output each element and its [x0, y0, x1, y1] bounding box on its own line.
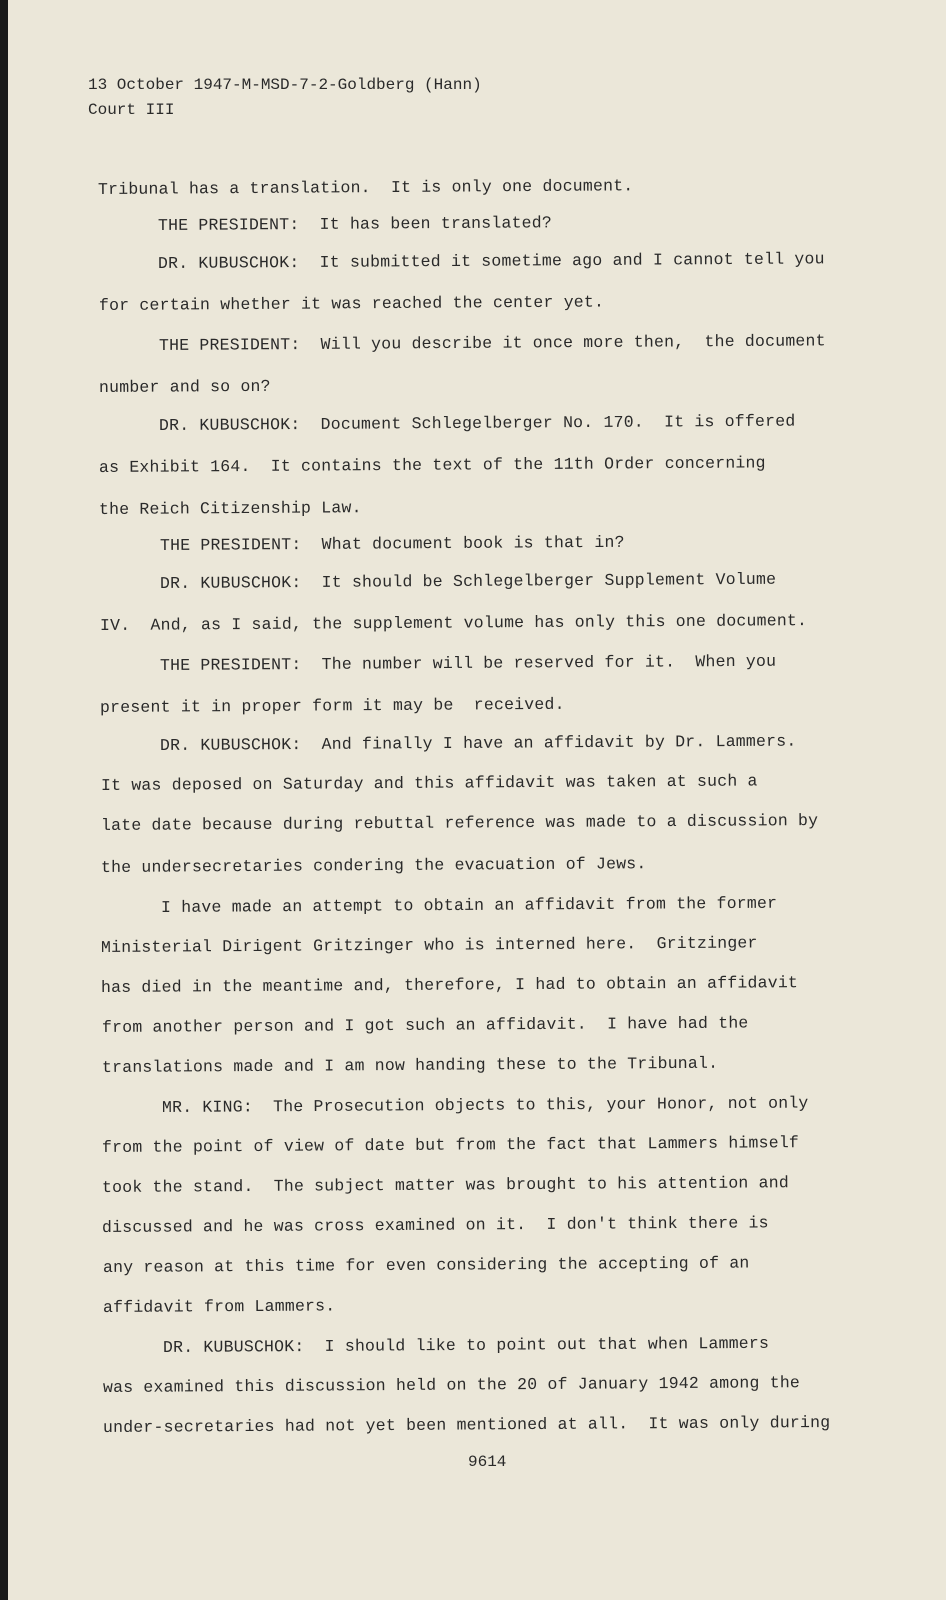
transcript-line: from another person and I got such an affidavit. I have had the [101, 1013, 749, 1037]
binding-edge [0, 0, 8, 1600]
transcript-line: I have made an attempt to obtain an affidavit from the former [160, 893, 778, 917]
transcript-line: any reason at this time for even considering the accepting of an [102, 1253, 750, 1277]
transcript-line: DR. KUBUSCHOK: Document Schlegelberger No. 170. It is offered [158, 411, 796, 435]
transcript-line: was examined this discussion held on the 20 of January 1942 among the [102, 1373, 801, 1397]
transcript-line: THE PRESIDENT: The number will be reserved for it. When you [159, 651, 777, 675]
transcript-line: late date because during rebuttal reference was made to a discussion by [100, 810, 818, 835]
header-court: Court III [88, 101, 175, 119]
transcript-line: THE PRESIDENT: What document book is that in? [159, 532, 625, 555]
transcript-line: number and so on? [98, 376, 271, 397]
transcript-line: the Reich Citizenship Law. [99, 498, 363, 519]
transcript-line: has died in the meantime and, therefore, I had to obtain an affidavit [101, 973, 799, 997]
transcript-line: DR. KUBUSCHOK: It should be Schlegelberger Supplement Volume [159, 569, 776, 593]
transcript-line: THE PRESIDENT: It has been translated? [158, 213, 553, 235]
transcript-line: DR. KUBUSCHOK: It submitted it sometime ago and I cannot tell you [158, 249, 826, 273]
page-number: 9614 [468, 1453, 507, 1471]
transcript-line: as Exhibit 164. It contains the text of the 11th Order concerning [99, 453, 766, 477]
transcript-line: for certain whether it was reached the center yet. [98, 292, 604, 315]
transcript-line: DR. KUBUSCHOK: I should like to point out that when Lammers [162, 1333, 769, 1357]
transcript-line: Tribunal has a translation. It is only one document. [97, 176, 634, 199]
transcript-line: under-secretaries had not yet been mentioned at all. It was only during [103, 1412, 831, 1437]
transcript-line: IV. And, as I said, the supplement volume has only this one document. [99, 611, 808, 635]
transcript-line: MR. KING: The Prosecution objects to this, your Honor, not only [161, 1093, 809, 1117]
transcript-line: THE PRESIDENT: Will you describe it once more then, the document [158, 331, 826, 355]
transcript-line: present it in proper form it may be received. [100, 694, 565, 717]
transcript-line: took the stand. The subject matter was brought to his attention and [102, 1173, 790, 1197]
transcript-line: the undersecretaries condering the evacuation of Jews. [100, 854, 647, 877]
transcript-line: from the point of view of date but from the fact that Lammers himself [101, 1133, 800, 1157]
transcript-line: discussed and he was cross examined on it. I don't think there is [102, 1213, 770, 1237]
transcript-line: It was deposed on Saturday and this affidavit was taken at such a [100, 771, 758, 795]
transcript-line: affidavit from Lammers. [102, 1296, 336, 1317]
transcript-line: translations made and I am now handing these to the Tribunal. [101, 1053, 718, 1077]
transcript-line: DR. KUBUSCHOK: And finally I have an affidavit by Dr. Lammers. [160, 731, 797, 755]
document-page [8, 0, 946, 1600]
transcript-line: Ministerial Dirigent Gritzinger who is interned here. Gritzinger [101, 933, 758, 957]
header-date-line: 13 October 1947-M-MSD-7-2-Goldberg (Hann) [88, 76, 482, 94]
